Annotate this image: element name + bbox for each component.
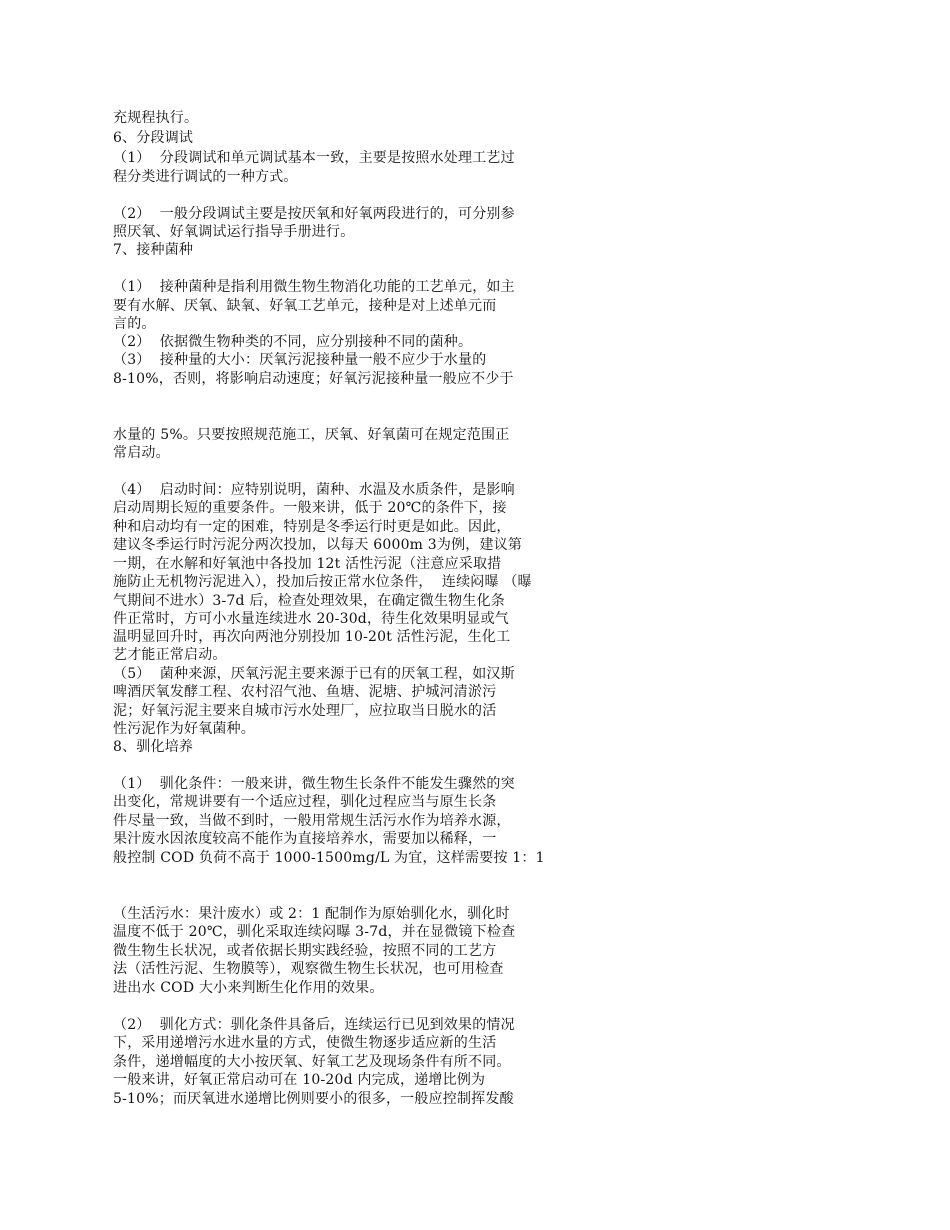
text-line: 照厌氧、好氧调试运行指导手册进行。 <box>113 224 355 240</box>
text-line: 下，采用递增污水进水量的方式，使微生物逐步适应新的生活 <box>113 1035 497 1051</box>
text-line: 一般来讲，好氧正常启动可在 10-20d 内完成，递增比例为 <box>113 1072 486 1088</box>
text-line: 5-10%；而厌氧进水递增比例则要小的很多，一般应控制挥发酸 <box>113 1091 514 1107</box>
text-line: 出变化，常规讲要有一个适应过程，驯化过程应当与原生长条 <box>113 794 497 810</box>
text-line: （3） 接种量的大小：厌氧污泥接种量一般不应少于水量的 <box>113 352 487 368</box>
text-line: 进出水 COD 大小来判断生化作用的效果。 <box>113 980 384 996</box>
text-line: 气期间不进水）3-7d 后，检查处理效果，在确定微生物生化条 <box>113 593 505 609</box>
text-line: 件正常时，方可小水量连续进水 20-30d，待生化效果明显或气 <box>113 611 509 627</box>
text-line: 建议冬季运行时污泥分两次投加，以每天 6000m 3为例，建议第 <box>113 537 523 553</box>
text-line: 法（活性污泥、生物膜等），观察微生物生长状况，也可用检查 <box>113 961 504 977</box>
text-line: 言的。 <box>113 316 156 332</box>
text-line: 程分类进行调试的一种方式。 <box>113 169 298 185</box>
text-line: 充规程执行。 <box>113 110 199 126</box>
section-heading: 8、驯化培养 <box>113 739 194 755</box>
text-line: 一期，在水解和好氧池中各投加 12t 活性污泥（注意应采取措 <box>113 556 502 572</box>
text-line: 启动周期长短的重要条件。一般来讲，低于 20℃的条件下，接 <box>113 500 507 516</box>
text-line: 温度不低于 20℃，驯化采取连续闷曝 3-7d，并在显微镜下检查 <box>113 924 516 940</box>
text-line: 种和启动均有一定的困难，特别是冬季运行时更是如此。因此， <box>113 519 511 535</box>
text-line: 果汁废水因浓度较高不能作为直接培养水，需要加以稀释，一 <box>113 831 497 847</box>
text-line: （4） 启动时间：应特别说明，菌种、水温及水质条件，是影响 <box>113 482 515 498</box>
text-line: 温明显回升时，再次向两池分别投加 10-20t 活性污泥，生化工 <box>113 629 511 645</box>
text-line: （1） 分段调试和单元调试基本一致，主要是按照水处理工艺过 <box>113 150 515 166</box>
section-heading: 7、接种菌种 <box>113 242 194 258</box>
text-line: （2） 驯化方式：驯化条件具备后，连续运行已见到效果的情况 <box>113 1017 515 1033</box>
text-line: （2） 依据微生物种类的不同，应分别接种不同的菌种。 <box>113 334 473 350</box>
text-line: 条件，递增幅度的大小按厌氧、好氧工艺及现场条件有所不同。 <box>113 1054 511 1070</box>
text-line: 施防止无机物污泥进入），投加后按正常水位条件， 连续闷曝 （曝 <box>113 574 532 590</box>
section-heading: 6、分段调试 <box>113 130 194 146</box>
text-line: 微生物生长状况，或者依据长期实践经验，按照不同的工艺方 <box>113 943 497 959</box>
text-line: （2） 一般分段调试主要是按厌氧和好氧两段进行的，可分别参 <box>113 206 515 222</box>
text-line: （5） 菌种来源，厌氧污泥主要来源于已有的厌氧工程，如汉斯 <box>113 666 515 682</box>
text-line: 般控制 COD 负荷不高于 1000-1500mg/L 为宜，这样需要按 1：1 <box>113 850 545 866</box>
text-line: 8-10%，否则，将影响启动速度；好氧污泥接种量一般应不少于 <box>113 371 514 387</box>
text-line: 泥；好氧污泥主要来自城市污水处理厂，应拉取当日脱水的活 <box>113 703 497 719</box>
text-line: （1） 接种菌种是指利用微生物生物消化功能的工艺单元，如主 <box>113 279 515 295</box>
text-line: 性污泥作为好氧菌种。 <box>113 721 255 737</box>
text-line: 艺才能正常启动。 <box>113 647 227 663</box>
text-line: 啤酒厌氧发酵工程、农村沼气池、鱼塘、泥塘、护城河清淤污 <box>113 684 497 700</box>
text-line: （生活污水：果汁废水）或 2：1 配制作为原始驯化水，驯化时 <box>113 906 510 922</box>
text-line: 水量的 5%。只要按照规范施工，厌氧、好氧菌可在规定范围正 <box>113 427 510 443</box>
text-line: 常启动。 <box>113 445 170 461</box>
text-line: 件尽量一致，当做不到时，一般用常规生活污水作为培养水源， <box>113 813 511 829</box>
text-line: （1） 驯化条件：一般来讲，微生物生长条件不能发生骤然的突 <box>113 776 515 792</box>
text-line: 要有水解、厌氧、缺氧、好氧工艺单元，接种是对上述单元而 <box>113 298 497 314</box>
